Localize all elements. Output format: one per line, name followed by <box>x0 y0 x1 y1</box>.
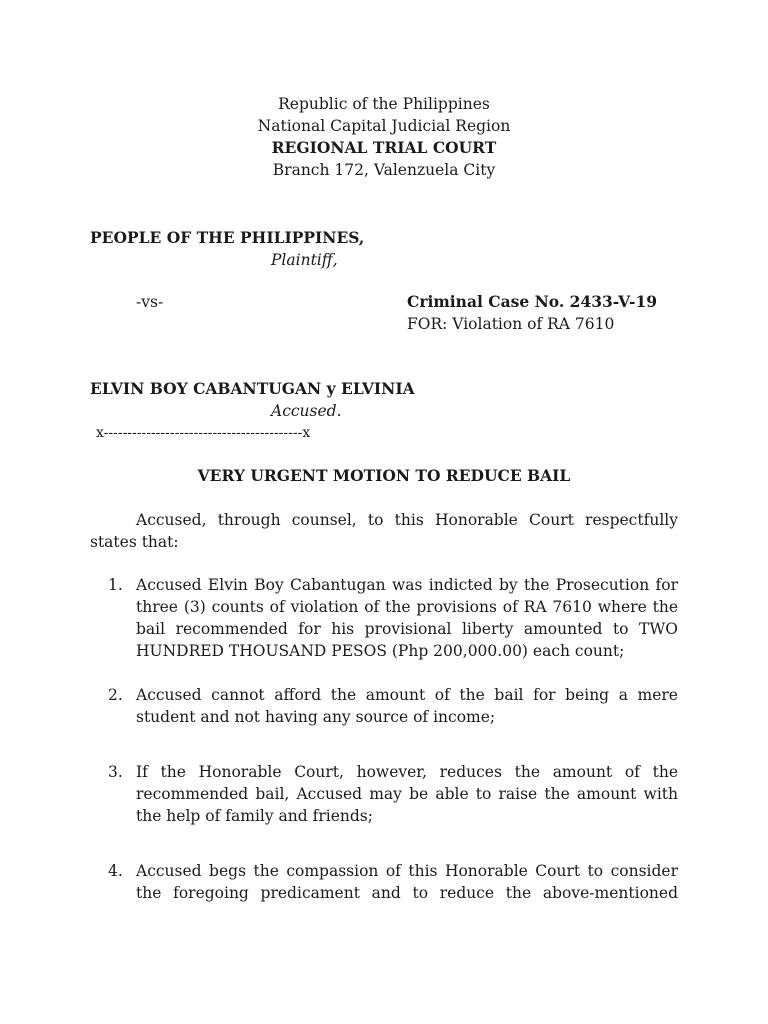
list-item <box>108 574 678 662</box>
list-item <box>108 860 678 904</box>
list-item-number: 4. <box>108 862 123 880</box>
list-item-text: If the Honorable Court, however, reduces the amount of the recommended bail, Accused may be able to raise the amount with the help of family and friends; <box>136 763 678 825</box>
list-item-text: Accused cannot afford the amount of the bail for being a mere student and not having any source of income; <box>136 686 678 726</box>
case-offense: FOR: Violation of RA 7610 <box>407 315 615 333</box>
motion-title: VERY URGENT MOTION TO REDUCE BAIL <box>197 466 571 485</box>
list-item <box>108 761 678 827</box>
list-item <box>108 684 678 728</box>
accused-name: ELVIN BOY CABANTUGAN y ELVINIA <box>90 379 415 398</box>
list-item-number: 2. <box>108 686 123 704</box>
accused-role: Accused. <box>271 402 342 420</box>
heading-branch: Branch 172, Valenzuela City <box>272 161 496 179</box>
list-item-number: 3. <box>108 763 123 781</box>
caption-divider: x------------------------------------------x <box>96 425 311 441</box>
list-item-text: Accused begs the compassion of this Honorable Court to consider the foregoing predicament and to reduce the above-mentioned <box>136 862 678 902</box>
plaintiff-name: PEOPLE OF THE PHILIPPINES, <box>90 228 365 247</box>
list-item-text: Accused Elvin Boy Cabantugan was indicted by the Prosecution for three (3) counts of violation of the provisions of RA 7610 where the bail recommended for his provisional liberty amounted to TWO HUNDRED THOUSAND PESOS (Php 200,000.00) each count; <box>136 576 678 660</box>
versus-label: -vs- <box>136 293 164 311</box>
case-number: Criminal Case No. 2433-V-19 <box>407 292 658 311</box>
plaintiff-role: Plaintiff, <box>271 251 338 269</box>
heading-court: REGIONAL TRIAL COURT <box>271 138 497 157</box>
heading-republic: Republic of the Philippines <box>278 95 490 113</box>
list-item-number: 1. <box>108 576 123 594</box>
heading-judicial-region: National Capital Judicial Region <box>257 117 511 135</box>
intro-paragraph: Accused, through counsel, to this Honorable Court respectfully states that: <box>90 511 678 551</box>
